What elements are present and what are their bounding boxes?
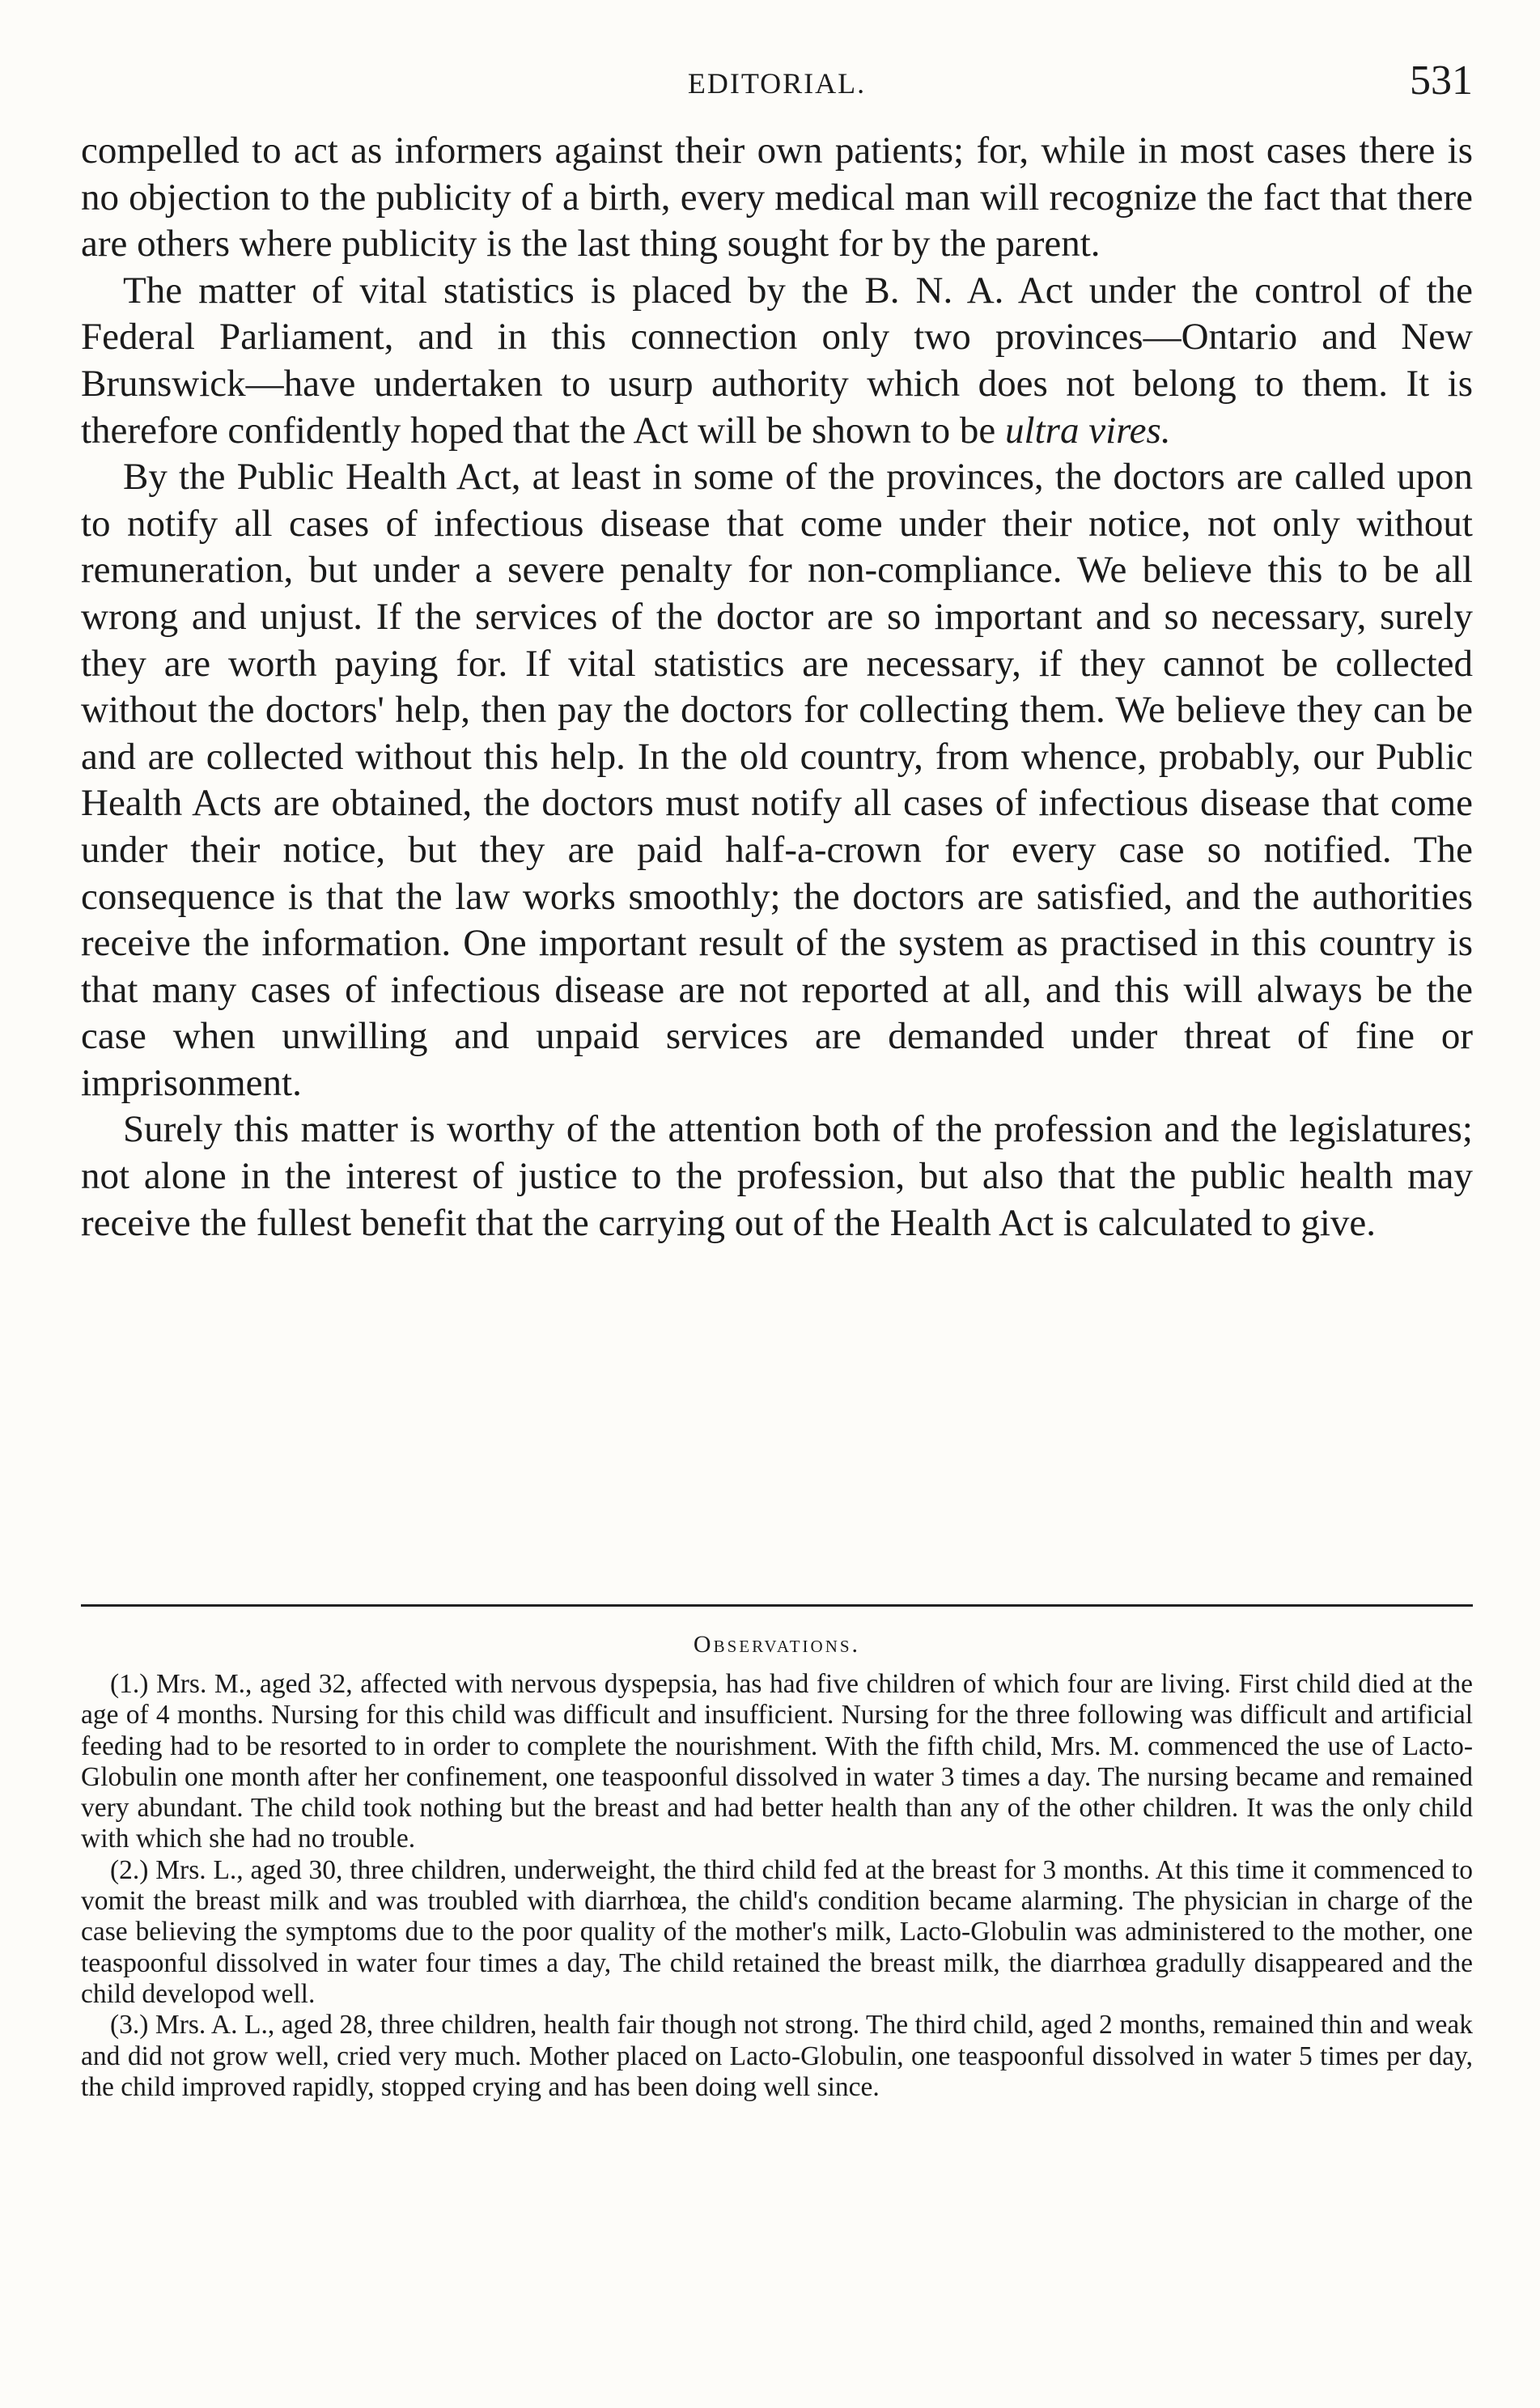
observation-note: (2.) Mrs. L., aged 30, three children, underweight, the third child fed at the breast for 3 months. At this time it commenced to vomit the breast milk and was troubled with diarrhœa, the child's condition became alarming. The physician in charge of the case believing the symptoms due to the poor quality of the mother's milk, Lacto-Globulin was administered to the mother, one teaspoonful dissolved in water four times a day, The child retained the breast milk, the diarrhœa gradully disappeared and the child developod well. (81, 1854, 1473, 2009)
paragraph-text: Surely this matter is worthy of the attention both of the profession and the legislatures; not alone in the interest of justice to the profession, but also that the public health may receive the fullest benefit that the carrying out of the Health Act is calculated to give. (81, 1108, 1473, 1244)
paragraph-text: compelled to act as informers against their own patients; for, while in most cases there is no objection to the publicity of a birth, every medical man will recognize the fact that there are others where publicity is the last thing sought for by the parent. (81, 130, 1473, 265)
observation-note: (3.) Mrs. A. L., aged 28, three children, health fair though not strong. The third child, aged 2 months, remained thin and weak and did not grow well, cried very much. Mother placed on Lacto-Globulin, one teaspoonful dissolved in water 5 times per day, the child improved rapidly, stopped crying and has been doing well since. (81, 2010, 1473, 2102)
observation-note: (1.) Mrs. M., aged 32, affected with nervous dyspepsia, has had five children of which four are living. First child died at the age of 4 months. Nursing for this child was difficult and insufficient. Nursing for the three following was difficult and artificial feeding had to be resorted to in order to complete the nourishment. With the fifth child, Mrs. M. commenced the use of Lacto-Globulin one month after her confinement, one teaspoonful dissolved in water 3 times a day. The nursing became and remained very abundant. The child took nothing but the breast and had better health than any of the other children. It was the only child with which she had no trouble. (81, 1669, 1473, 1854)
running-title: EDITORIAL. (687, 67, 867, 100)
paragraph (81, 268, 1473, 454)
paragraph (81, 1106, 1473, 1246)
paragraph (81, 454, 1473, 1106)
paragraph-text: The matter of vital statistics is placed by the B. N. A. Act under the control of the Federal Parliament, and in this connection only two provinces—Ontario and New Brunswick—have undertaken to usurp authority which does not belong to them. It is therefore confidently hoped that the Act will be shown to be (81, 269, 1473, 452)
paragraph-text: By the Public Health Act, at least in some of the provinces, the doctors are called upon to notify all cases of infectious disease that come under their notice, not only without remuneration, but under a severe penalty for non-compliance. We believe this to be all wrong and unjust. If the services of the doctor are so important and so necessary, surely they are worth paying for. If vital statistics are necessary, if they cannot be collected without the doctors' help, then pay the doctors for collecting them. We believe they can be and are collected without this help. In the old country, from whence, probably, our Public Health Acts are obtained, the doctors must notify all cases of infectious disease that come under their notice, but they are paid half-a-crown for every case so notified. The consequence is that the law works smoothly; the doctors are satisfied, and the authorities receive the information. One important result of the system as practised in this country is that many cases of infectious disease are not reported at all, and this will always be the case when unwilling and unpaid services are demanded under threat of fine or imprisonment. (81, 456, 1473, 1104)
section-divider (81, 1604, 1473, 1607)
observations-heading: Observations. (693, 1631, 861, 1658)
paragraph (81, 128, 1473, 268)
page-header (81, 57, 1473, 113)
italic-phrase: ultra vires. (1005, 409, 1171, 452)
page-number: 531 (1410, 57, 1473, 104)
editorial-body (81, 128, 1473, 1246)
observations-notes (81, 1669, 1473, 2103)
